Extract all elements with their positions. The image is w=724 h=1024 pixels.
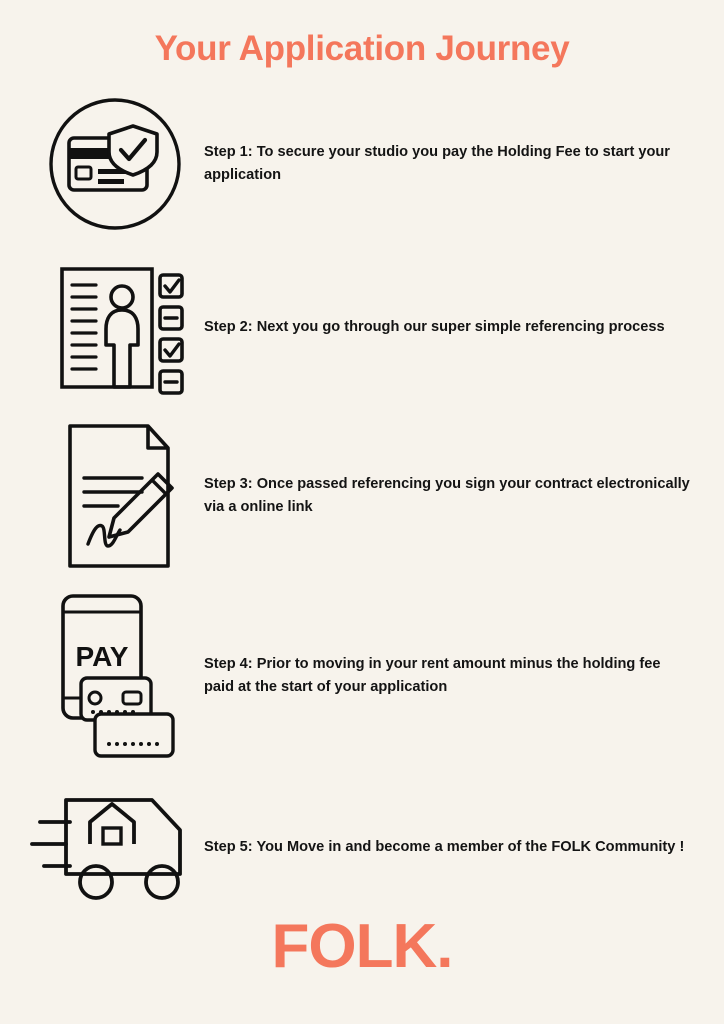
contract-signature-icon — [26, 416, 204, 576]
list-item-label: Step 5: You Move in and become a member of the FOLK Community ! — [204, 838, 685, 855]
steps-list — [0, 84, 724, 923]
mobile-pay-card-icon — [26, 586, 204, 766]
pay-screen-label: PAY — [75, 641, 129, 672]
list-item — [0, 244, 724, 411]
list-item-label: Step 3: Once passed referencing you sign your contract electronically via a online link — [204, 476, 690, 515]
list-item — [0, 84, 724, 244]
moving-van-icon — [26, 782, 204, 912]
credit-card-shield-icon — [26, 94, 204, 234]
list-item-label: Step 4: Prior to moving in your rent amount minus the holding fee paid at the start of your application — [204, 656, 661, 695]
folk-logo: FOLK. — [271, 912, 453, 981]
list-item-label: Step 2: Next you go through our super simple referencing process — [204, 319, 665, 336]
list-item — [0, 581, 724, 771]
list-item — [0, 411, 724, 581]
list-item — [0, 771, 724, 923]
page-title: Your Application Journey — [154, 29, 570, 68]
list-item-label: Step 1: To secure your studio you pay the Holding Fee to start your application — [204, 144, 670, 183]
referencing-checklist-icon — [26, 253, 204, 403]
